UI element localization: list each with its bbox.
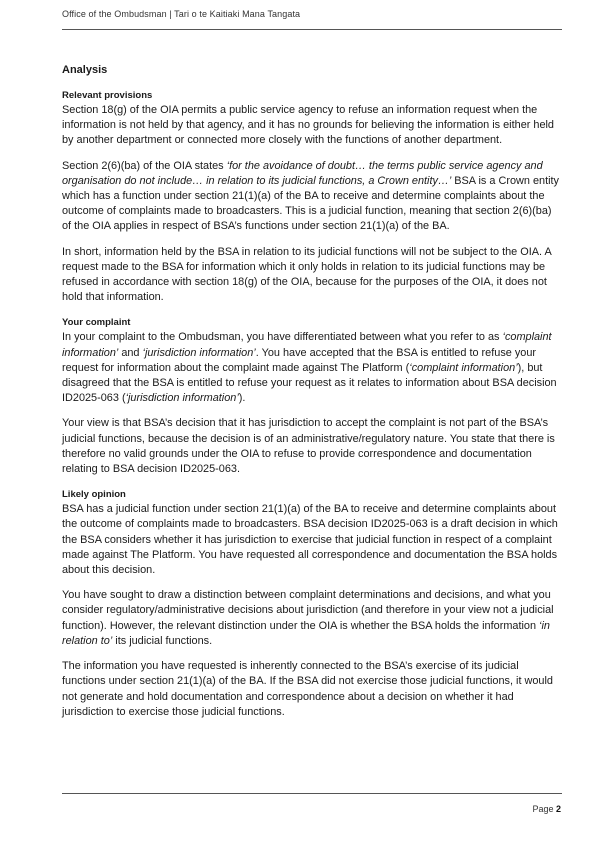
page-number: 2	[555, 804, 561, 814]
text-run: In your complaint to the Ombudsman, you have differentiated between what you refer to as	[62, 331, 503, 344]
page-footer	[532, 804, 561, 814]
text-run: BSA is a Crown entity which has a function under section 21(1)(a) of the BA to receive and determine complaints about the outcome of complaints made to broadcasters. This is a judicial function, meaning that section 2(6)(ba) of the OIA applies in respect of BSA’s functions under section 21(1)(a) of the BA.	[62, 174, 559, 233]
paragraph: BSA has a judicial function under section 21(1)(a) of the BA to receive and determine complaints about the outcome of complaints made to broadcasters. BSA decision ID2025-063 is a draft decision in which the BSA considers whether it has jurisdiction to exercise that judicial function in respect of a complaint made against The Platform. You have requested all correspondence and documentation the BSA holds about this decision.	[62, 503, 558, 577]
paragraph: Section 18(g) of the OIA permits a public service agency to refuse an information request when the information is not held by that agency, and it has no grounds for believing the information is either held by another department or connected more closely with the functions of another department.	[62, 104, 554, 147]
section-relevant-provisions	[62, 90, 562, 305]
paragraph: The information you have requested is inherently connected to the BSA’s exercise of its judicial functions under section 21(1)(a) of the BA. If the BSA did not exercise those judicial functions, it would not generate and hold documentation and correspondence about a decision on whether it had jurisdiction to exercise those judicial functions.	[62, 660, 553, 718]
paragraph: Your view is that BSA’s decision that it has jurisdiction to accept the complaint is not part of the BSA’s judicial functions, because the decision is of an administrative/regulatory nature. You state that there is therefore no valid grounds under the OIA to refuse to provide correspondence and documentation relating to BSA decision ID2025-063.	[62, 417, 555, 476]
subheading-likely-opinion: Likely opinion	[62, 489, 126, 501]
quote: ‘for the avoidance of doubt… the terms public service agency and organisation do not include… in relation to its judicial functions, a Crown entity…’	[62, 159, 543, 187]
section-likely-opinion	[62, 489, 562, 720]
page-header: Office of the Ombudsman | Tari o te Kaitiaki Mana Tangata	[62, 9, 301, 19]
quote: ‘complaint information’	[409, 361, 518, 374]
quote: ‘complaint information’	[62, 331, 552, 359]
text-run: Section 2(6)(ba) of the OIA states	[62, 159, 227, 172]
quote: ‘in relation to’	[62, 619, 550, 647]
subheading-your-complaint: Your complaint	[62, 317, 131, 329]
text-run: its judicial functions.	[112, 634, 213, 647]
page-label: Page	[532, 804, 554, 814]
text-run: and	[118, 346, 143, 359]
text-run: You have sought to draw a distinction between complaint determinations and decisions, and what you consider regulatory/administrative decisions about jurisdiction (and therefore in your view not a judicial function). However, the relevant distinction under the OIA is whether the BSA holds the information	[62, 589, 554, 632]
paragraph	[62, 330, 562, 406]
section-your-complaint	[62, 317, 562, 477]
footer-divider	[62, 793, 562, 794]
paragraph	[62, 159, 562, 235]
header-divider	[62, 29, 562, 30]
text-run: . You have accepted that the BSA is entitled to refuse your request for information about the complaint made against The Platform (	[62, 346, 537, 374]
subheading-relevant-provisions: Relevant provisions	[62, 90, 153, 101]
paragraph	[62, 588, 562, 649]
page-body	[62, 64, 562, 732]
quote: ‘jurisdiction information’	[125, 392, 239, 405]
quote: ‘jurisdiction information’	[142, 346, 256, 359]
text-run: ).	[238, 392, 246, 405]
section-heading-analysis: Analysis	[62, 64, 108, 76]
text-run: ), but disagreed that the BSA is entitled to refuse your request as it relates to information about BSA decision ID2025-063 (	[62, 361, 557, 405]
paragraph: In short, information held by the BSA in relation to its judicial functions will not be subject to the OIA. A request made to the BSA for information which it only holds in relation to its judicial functions may be refused in accordance with section 18(g) of the OIA, because for the purposes of the OIA, it does not hold that information.	[62, 245, 552, 304]
